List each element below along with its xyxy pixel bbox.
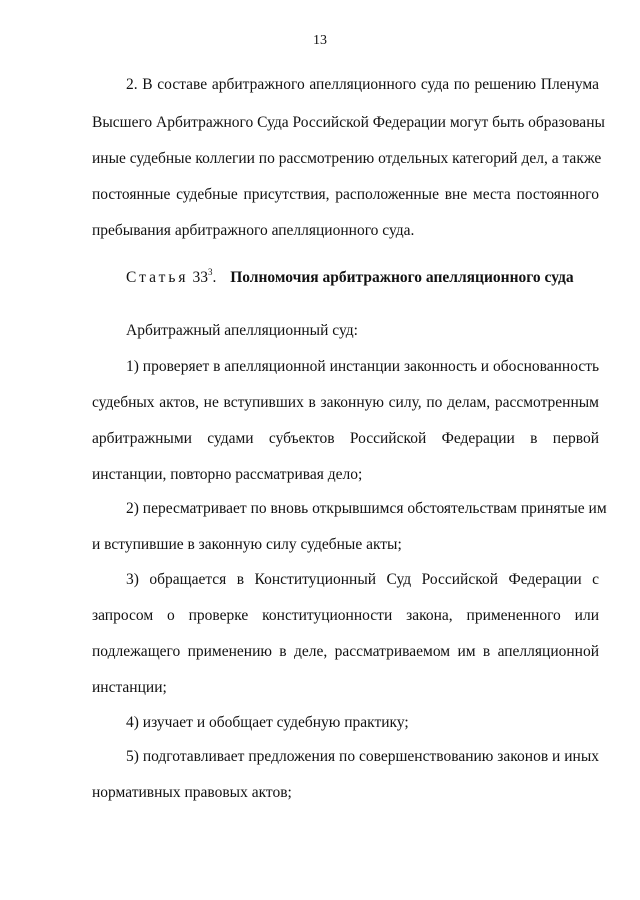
item-1-line-3: арбитражными судами субъектов Российской Федерации в первой [92,430,599,447]
item-1-line-1: 1) проверяет в апелляционной инстанции законность и обоснованность [126,358,600,375]
item-3-line-3: подлежащего применению в деле, рассматриваемом им в апелляционной [92,643,599,660]
article-number: 33 [192,269,208,286]
item-3-line-2: запросом о проверке конституционности закона, примененного или [92,607,599,624]
article-superscript: 3 [207,267,213,277]
article-heading [126,268,574,288]
item-2-line-1: 2) пересматривает по вновь открывшимся обстоятельствам принятые им [126,500,607,517]
paragraph-2-line-4: постоянные судебные присутствия, расположенные вне места постоянного [92,186,599,203]
item-5-line-1: 5) подготавливает предложения по совершенствованию законов и иных [126,748,599,765]
paragraph-2-line-1: 2. В составе арбитражного апелляционного суда по решению Пленума [126,76,599,93]
item-3-line-1: 3) обращается в Конституционный Суд Российской Федерации с [126,571,599,588]
article-title: Полномочия арбитражного апелляционного суда [230,269,574,286]
paragraph-2-line-2: Высшего Арбитражного Суда Российской Федерации могут быть образованы [92,114,605,131]
item-3-line-4: инстанции; [92,679,167,696]
item-4-line-1: 4) изучает и обобщает судебную практику; [126,714,409,731]
item-1-line-4: инстанции, повторно рассматривая дело; [92,466,363,483]
article-word: Статья [126,269,189,286]
intro-text: Арбитражный апелляционный суд: [126,322,358,339]
paragraph-2-line-5: пребывания арбитражного апелляционного суда. [92,222,415,239]
article-dot: . [212,269,217,286]
item-5-line-2: нормативных правовых актов; [92,784,292,801]
paragraph-2-line-3: иные судебные коллегии по рассмотрению отдельных категорий дел, а также [92,150,602,167]
item-2-line-2: и вступившие в законную силу судебные акты; [92,536,402,553]
item-1-line-2: судебных актов, не вступивших в законную силу, по делам, рассмотренным [92,394,599,411]
page-number: 13 [313,33,327,48]
